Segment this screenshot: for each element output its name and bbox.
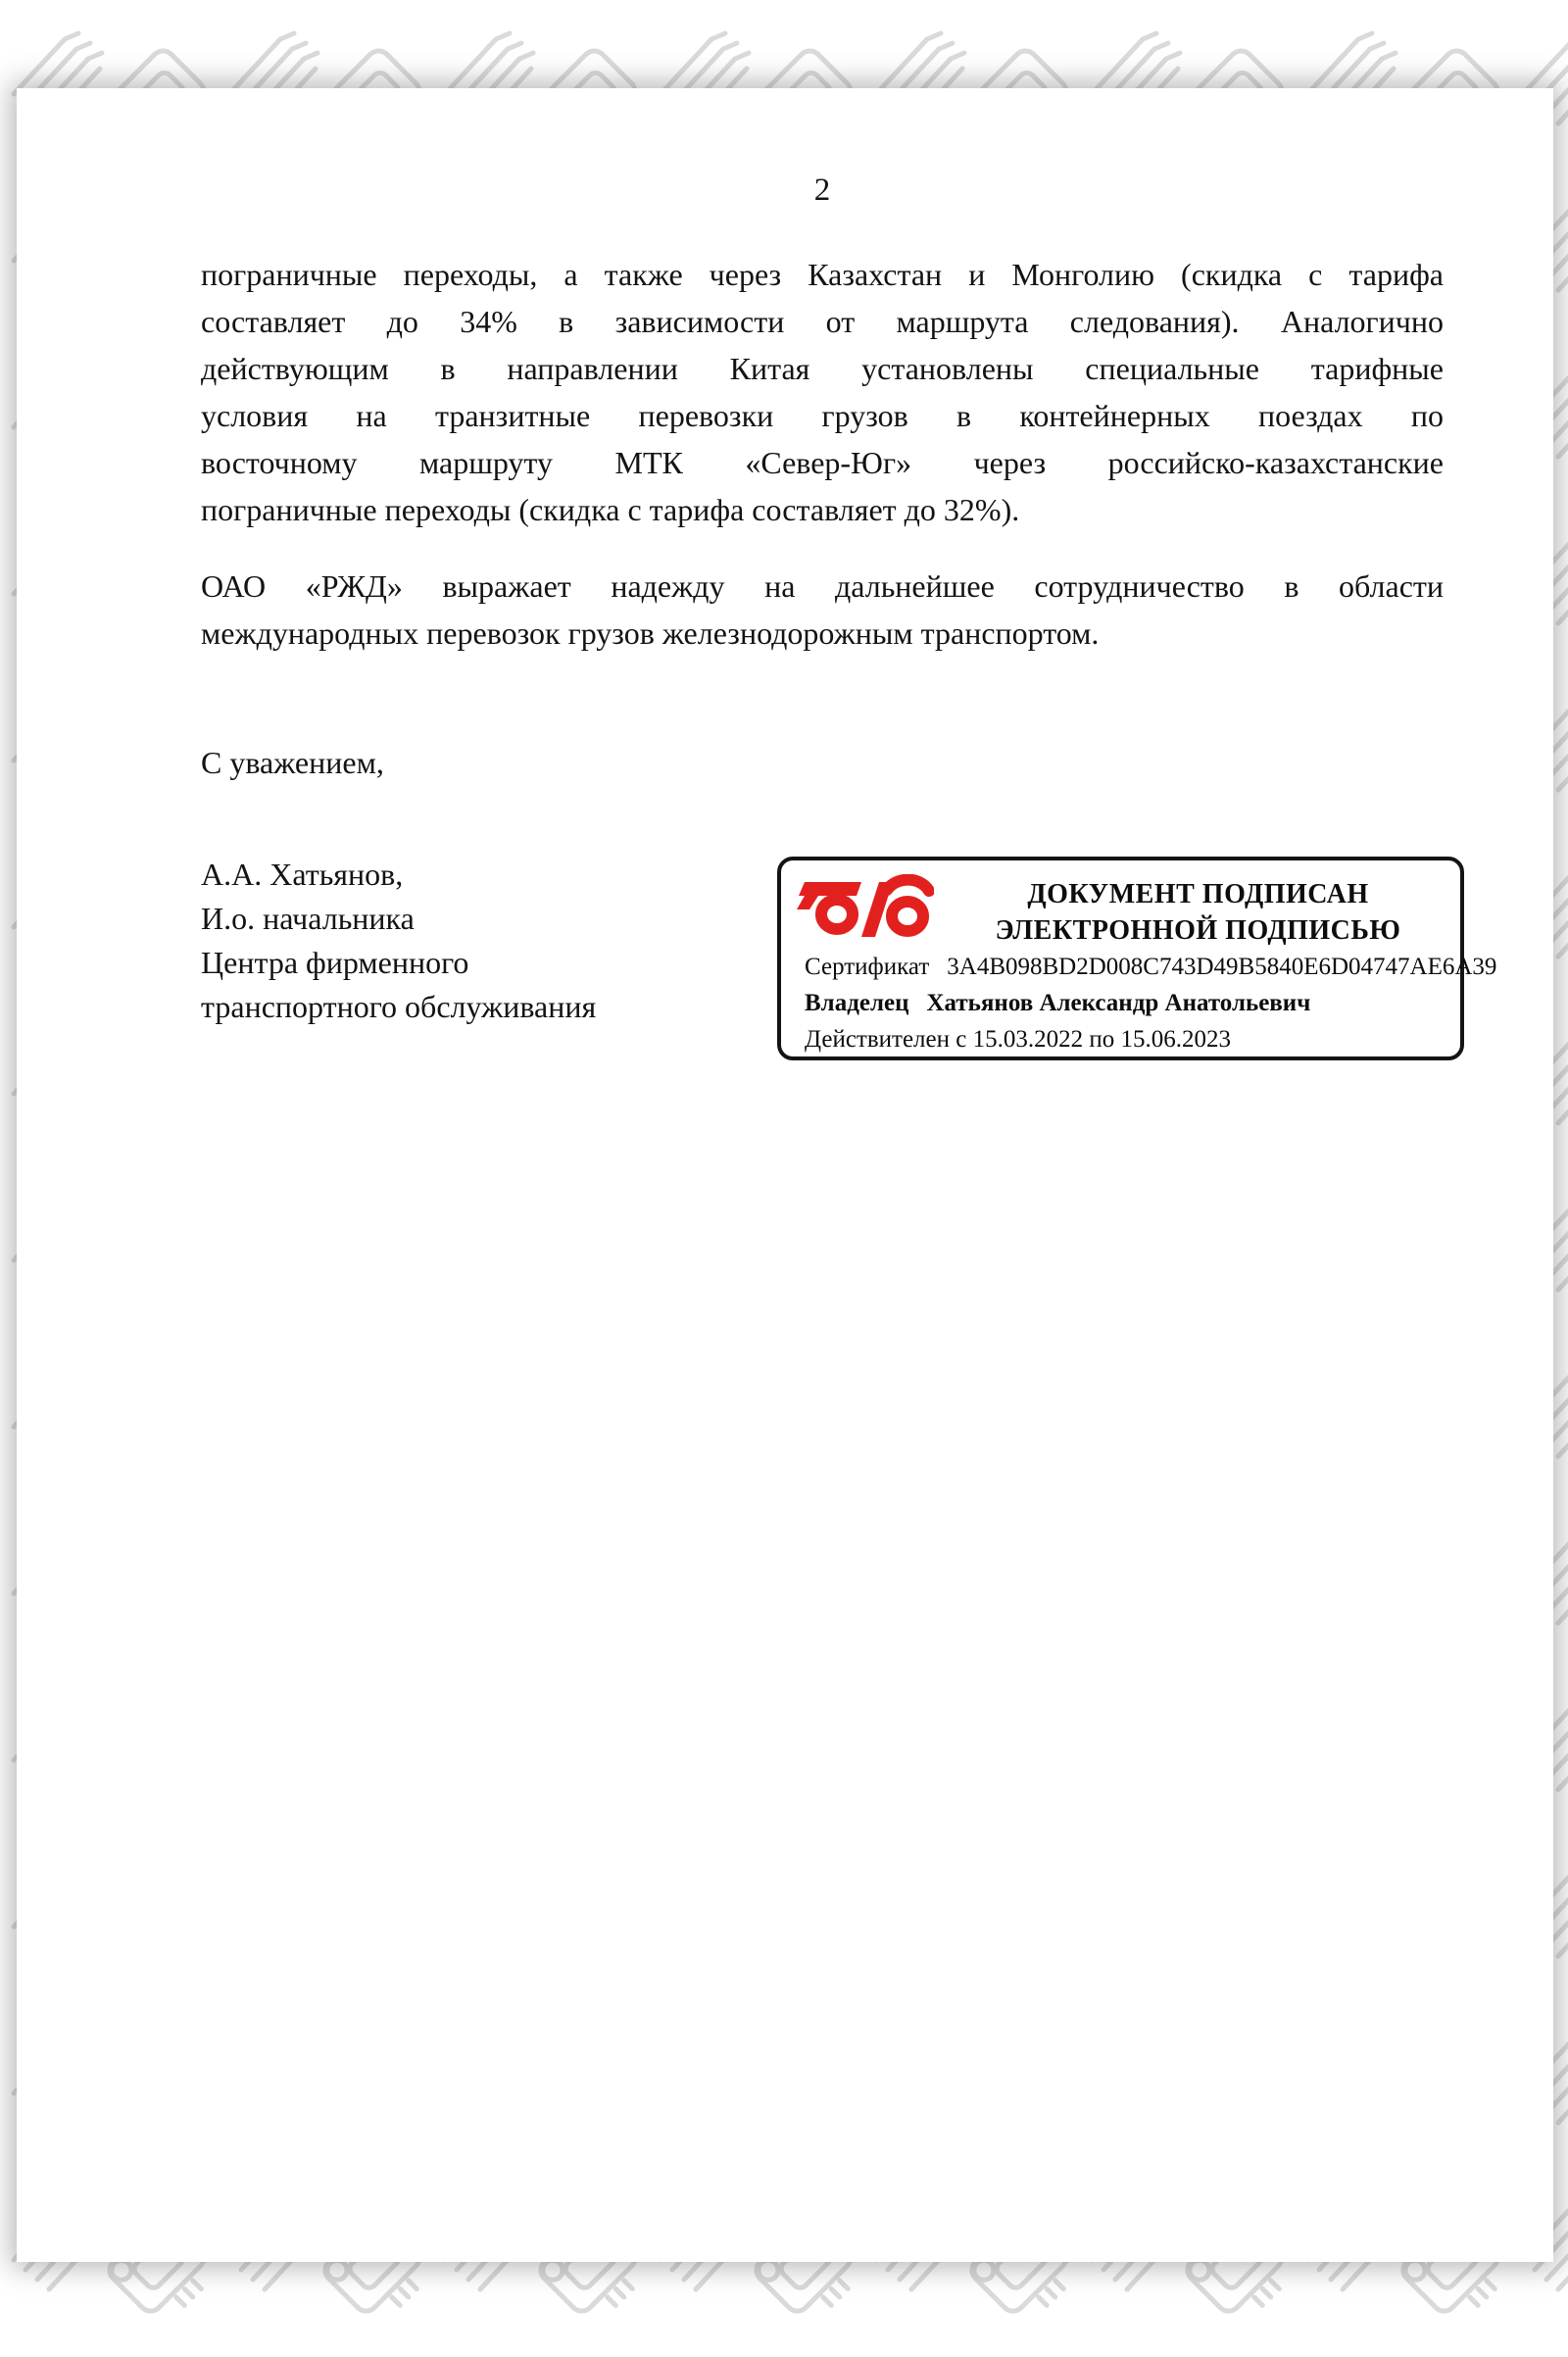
signer-name: А.А. Хатьянов,	[201, 857, 404, 892]
document-page	[17, 88, 1553, 2262]
certificate-line	[805, 953, 1497, 982]
paragraph-1-line: пограничные переходы, а также через Казахстан и Монголию (скидка с тарифа	[201, 257, 1444, 292]
stamp-title	[948, 876, 1448, 949]
stamp-title-line2: ЭЛЕКТРОННОЙ ПОДПИСЬЮ	[995, 915, 1401, 946]
paragraph-2-line: ОАО «РЖД» выражает надежду на дальнейшее сотрудничество в области	[201, 568, 1444, 604]
electronic-signature-stamp	[777, 857, 1497, 1060]
signer-title-line: транспортного обслуживания	[201, 989, 597, 1024]
signer-title-line: Центра фирменного	[201, 945, 469, 980]
owner-label: Владелец	[805, 990, 909, 1016]
paragraph-2	[201, 563, 1444, 657]
page-number: 2	[813, 172, 831, 208]
certificate-value: 3A4B098BD2D008C743D49B5840E6D04747AE6A39	[947, 954, 1497, 980]
paragraph-1	[201, 251, 1444, 533]
stamp-title-line1: ДОКУМЕНТ ПОДПИСАН	[1027, 879, 1369, 909]
validity-line: Действителен с 15.03.2022 по 15.06.2023	[805, 1026, 1231, 1053]
certificate-label: Сертификат	[805, 954, 930, 980]
paragraph-1-line: составляет до 34% в зависимости от маршрута следования). Аналогично	[201, 304, 1444, 339]
paragraph-1-line: восточному маршруту МТК «Север-Юг» через российско-казахстанские	[201, 445, 1444, 480]
owner-value: Хатьянов Александр Анатольевич	[926, 990, 1311, 1016]
paragraph-1-line: действующим в направлении Китая установлены специальные тарифные	[201, 351, 1444, 386]
owner-line	[805, 989, 1446, 1018]
paragraph-2-line: международных перевозок грузов железнодорожным транспортом.	[201, 615, 1100, 651]
rzd-logo-icon	[797, 874, 934, 937]
paragraph-1-line: пограничные переходы (скидка с тарифа составляет до 32%).	[201, 492, 1020, 527]
signature-block	[201, 853, 596, 1029]
paragraph-1-line: условия на транзитные перевозки грузов в контейнерных поездах по	[201, 398, 1444, 433]
closing-salutation: С уважением,	[201, 745, 384, 780]
signer-title-line: И.о. начальника	[201, 901, 415, 936]
